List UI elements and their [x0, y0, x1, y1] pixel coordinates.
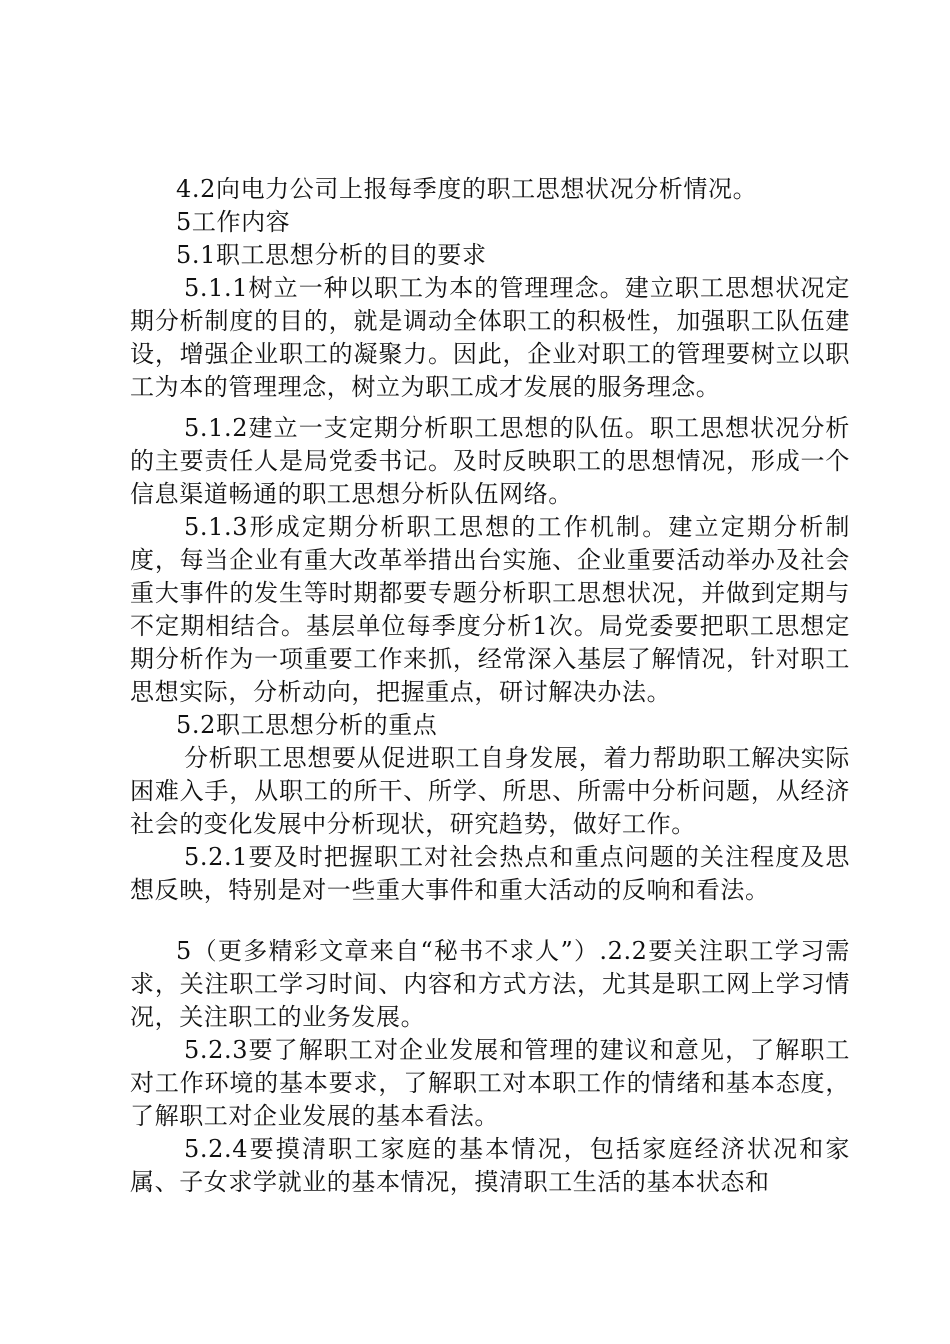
heading-5-1: 5.1职工思想分析的目的要求 [176, 241, 487, 269]
paragraph-5-1-3: 5.1.3形成定期分析职工思想的工作机制。建立定期分析制度，每当企业有重大改革举措出台实施、企业重要活动举办及社会重大事件的发生等时期都要专题分析职工思想状况，并做到定期与不定期相结合。基层单位每季度分析1次。局党委要把职工思想定期分析作为一项重要工作来抓，经常深入基层了解情况，针对职工思想实际，分析动向，把握重点，研讨解决办法。 [130, 513, 850, 706]
spacer [130, 404, 850, 412]
document-body [130, 173, 850, 1199]
heading-5: 5工作内容 [176, 208, 291, 236]
paragraph-5-2-3: 5.2.3要了解职工对企业发展和管理的建议和意见，了解职工对工作环境的基本要求，了解职工对本职工作的情绪和基本态度，了解职工对企业发展的基本看法。 [130, 1036, 850, 1130]
heading-5-2: 5.2职工思想分析的重点 [176, 711, 438, 739]
paragraph-5-1-2: 5.1.2建立一支定期分析职工思想的队伍。职工思想状况分析的主要责任人是局党委书记。及时反映职工的思想情况，形成一个信息渠道畅通的职工思想分析队伍网络。 [130, 414, 850, 508]
paragraph-5-2-2: 5（更多精彩文章来自“秘书不求人”）.2.2要关注职工学习需求，关注职工学习时间、内容和方式方法，尤其是职工网上学习情况，关注职工的业务发展。 [130, 937, 850, 1031]
paragraph-5-2-intro: 分析职工思想要从促进职工自身发展，着力帮助职工解决实际困难入手，从职工的所干、所学、所思、所需中分析问题，从经济社会的变化发展中分析现状，研究趋势，做好工作。 [130, 744, 850, 838]
paragraph-4-2: 4.2向电力公司上报每季度的职工思想状况分析情况。 [176, 175, 758, 203]
paragraph-5-2-4: 5.2.4要摸清职工家庭的基本情况，包括家庭经济状况和家属、子女求学就业的基本情况，摸清职工生活的基本状态和 [130, 1135, 850, 1196]
paragraph-5-1-1: 5.1.1树立一种以职工为本的管理理念。建立职工思想状况定期分析制度的目的，就是调动全体职工的积极性，加强职工队伍建设，增强企业职工的凝聚力。因此，企业对职工的管理要树立以职工为本的管理理念，树立为职工成才发展的服务理念。 [130, 274, 850, 401]
spacer [130, 907, 850, 935]
paragraph-5-2-1: 5.2.1要及时把握职工对社会热点和重点问题的关注程度及思想反映，特别是对一些重大事件和重大活动的反响和看法。 [130, 843, 850, 904]
